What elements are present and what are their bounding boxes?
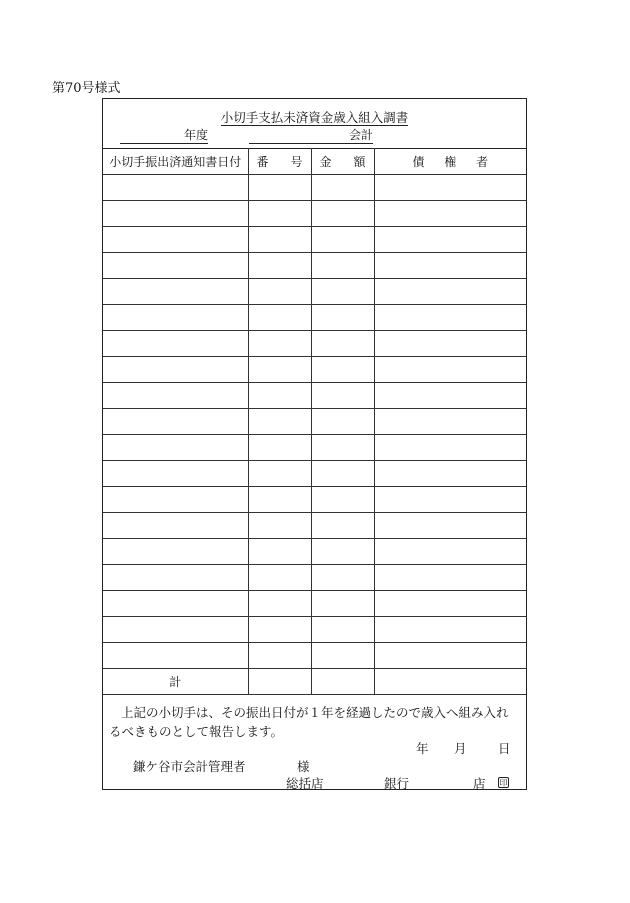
- amount-cell[interactable]: [311, 331, 374, 357]
- creditor-cell[interactable]: [374, 227, 526, 253]
- table-row: [103, 331, 526, 357]
- number-cell[interactable]: [248, 513, 311, 539]
- creditor-cell[interactable]: [374, 175, 526, 201]
- bank-label: 銀行: [384, 776, 410, 791]
- date-cell[interactable]: [103, 357, 248, 383]
- form-number: 第70号様式: [52, 81, 121, 96]
- number-cell[interactable]: [248, 357, 311, 383]
- table-row: [103, 201, 526, 227]
- creditor-cell[interactable]: [374, 513, 526, 539]
- creditor-cell[interactable]: [374, 643, 526, 669]
- creditor-cell[interactable]: [374, 305, 526, 331]
- col-header-date: 小切手振出済通知書日付: [103, 149, 248, 175]
- amount-cell[interactable]: [311, 227, 374, 253]
- number-cell[interactable]: [248, 565, 311, 591]
- date-cell[interactable]: [103, 643, 248, 669]
- date-cell[interactable]: [103, 201, 248, 227]
- ledger-table: [103, 148, 526, 695]
- total-label: 計: [103, 669, 248, 695]
- table-row: [103, 643, 526, 669]
- amount-cell[interactable]: [311, 305, 374, 331]
- table-row: [103, 487, 526, 513]
- statement-text: 上記の小切手は、その振出日付が１年を経過したので歳入へ組み入れるべきものとして報告します。: [109, 705, 509, 739]
- number-cell[interactable]: [248, 539, 311, 565]
- creditor-cell[interactable]: [374, 409, 526, 435]
- seal-char: 印: [499, 778, 508, 788]
- table-row: [103, 383, 526, 409]
- number-cell[interactable]: [248, 643, 311, 669]
- table-row: [103, 461, 526, 487]
- table-row: [103, 357, 526, 383]
- date-day-label: 日: [498, 741, 511, 756]
- account-field[interactable]: [249, 128, 373, 144]
- creditor-cell[interactable]: [374, 487, 526, 513]
- date-cell[interactable]: [103, 331, 248, 357]
- number-cell[interactable]: [248, 227, 311, 253]
- creditor-cell[interactable]: [374, 201, 526, 227]
- col-header-creditor: 債 権 者: [374, 149, 526, 175]
- table-row: [103, 305, 526, 331]
- number-cell[interactable]: [248, 461, 311, 487]
- store-label: 店: [473, 776, 486, 791]
- date-cell[interactable]: [103, 513, 248, 539]
- date-cell[interactable]: [103, 461, 248, 487]
- honorific: 様: [297, 759, 310, 774]
- number-cell[interactable]: [248, 487, 311, 513]
- amount-cell[interactable]: [311, 539, 374, 565]
- date-cell[interactable]: [103, 383, 248, 409]
- seal-icon: [498, 777, 509, 788]
- creditor-cell[interactable]: [374, 617, 526, 643]
- amount-cell[interactable]: [311, 253, 374, 279]
- table-row: [103, 513, 526, 539]
- number-cell[interactable]: [248, 201, 311, 227]
- creditor-cell[interactable]: [374, 357, 526, 383]
- number-cell[interactable]: [248, 617, 311, 643]
- creditor-cell[interactable]: [374, 565, 526, 591]
- table-row: [103, 253, 526, 279]
- number-cell[interactable]: [248, 253, 311, 279]
- number-cell[interactable]: [248, 279, 311, 305]
- date-cell[interactable]: [103, 305, 248, 331]
- creditor-cell[interactable]: [374, 383, 526, 409]
- fiscal-year-field[interactable]: [120, 128, 208, 144]
- number-cell[interactable]: [248, 591, 311, 617]
- date-year-label: 年: [416, 741, 429, 756]
- amount-cell[interactable]: [311, 617, 374, 643]
- number-cell[interactable]: [248, 175, 311, 201]
- creditor-cell[interactable]: [374, 279, 526, 305]
- table-row: [103, 227, 526, 253]
- date-cell[interactable]: [103, 279, 248, 305]
- fiscal-year-label: 年度: [183, 128, 208, 142]
- date-cell[interactable]: [103, 487, 248, 513]
- report-date[interactable]: [416, 739, 511, 757]
- amount-cell[interactable]: [311, 409, 374, 435]
- date-cell[interactable]: [103, 253, 248, 279]
- total-row: [103, 669, 526, 695]
- total-creditor-cell[interactable]: [374, 669, 526, 695]
- table-row: [103, 539, 526, 565]
- ledger-body: [103, 175, 526, 695]
- amount-cell[interactable]: [311, 279, 374, 305]
- table-row: [103, 279, 526, 305]
- date-month-label: 月: [454, 741, 467, 756]
- main-branch-label: 総括店: [286, 776, 324, 791]
- title-area: [103, 99, 526, 148]
- amount-cell[interactable]: [311, 357, 374, 383]
- header-row: [103, 149, 526, 175]
- table-row: [103, 565, 526, 591]
- form-title: 小切手支払未済資金歳入組入調書: [220, 110, 409, 125]
- amount-cell[interactable]: [311, 175, 374, 201]
- amount-cell[interactable]: [311, 383, 374, 409]
- addressee: 鎌ケ谷市会計管理者: [133, 759, 246, 774]
- report-form: [102, 98, 527, 790]
- amount-cell[interactable]: [311, 565, 374, 591]
- creditor-cell[interactable]: [374, 253, 526, 279]
- col-header-number: 番 号: [248, 149, 311, 175]
- creditor-cell[interactable]: [374, 461, 526, 487]
- date-cell[interactable]: [103, 617, 248, 643]
- creditor-cell[interactable]: [374, 435, 526, 461]
- date-cell[interactable]: [103, 565, 248, 591]
- date-cell[interactable]: [103, 409, 248, 435]
- col-header-amount: 金 額: [311, 149, 374, 175]
- date-cell[interactable]: [103, 435, 248, 461]
- number-cell[interactable]: [248, 409, 311, 435]
- number-cell[interactable]: [248, 435, 311, 461]
- number-cell[interactable]: [248, 383, 311, 409]
- table-row: [103, 409, 526, 435]
- table-row: [103, 617, 526, 643]
- amount-cell[interactable]: [311, 643, 374, 669]
- footer: [103, 695, 526, 796]
- date-cell[interactable]: [103, 227, 248, 253]
- creditor-cell[interactable]: [374, 331, 526, 357]
- amount-cell[interactable]: [311, 461, 374, 487]
- account-label: 会計: [348, 128, 373, 142]
- table-row: [103, 435, 526, 461]
- table-row: [103, 591, 526, 617]
- number-cell[interactable]: [248, 305, 311, 331]
- amount-cell[interactable]: [311, 201, 374, 227]
- amount-cell[interactable]: [311, 591, 374, 617]
- creditor-cell[interactable]: [374, 591, 526, 617]
- form-title-wrap: [103, 108, 526, 126]
- amount-cell[interactable]: [311, 513, 374, 539]
- creditor-cell[interactable]: [374, 539, 526, 565]
- number-cell[interactable]: [248, 331, 311, 357]
- date-cell[interactable]: [103, 591, 248, 617]
- total-number-cell[interactable]: [248, 669, 311, 695]
- date-cell[interactable]: [103, 539, 248, 565]
- date-cell[interactable]: [103, 175, 248, 201]
- table-row: [103, 175, 526, 201]
- amount-cell[interactable]: [311, 435, 374, 461]
- total-amount-cell[interactable]: [311, 669, 374, 695]
- amount-cell[interactable]: [311, 487, 374, 513]
